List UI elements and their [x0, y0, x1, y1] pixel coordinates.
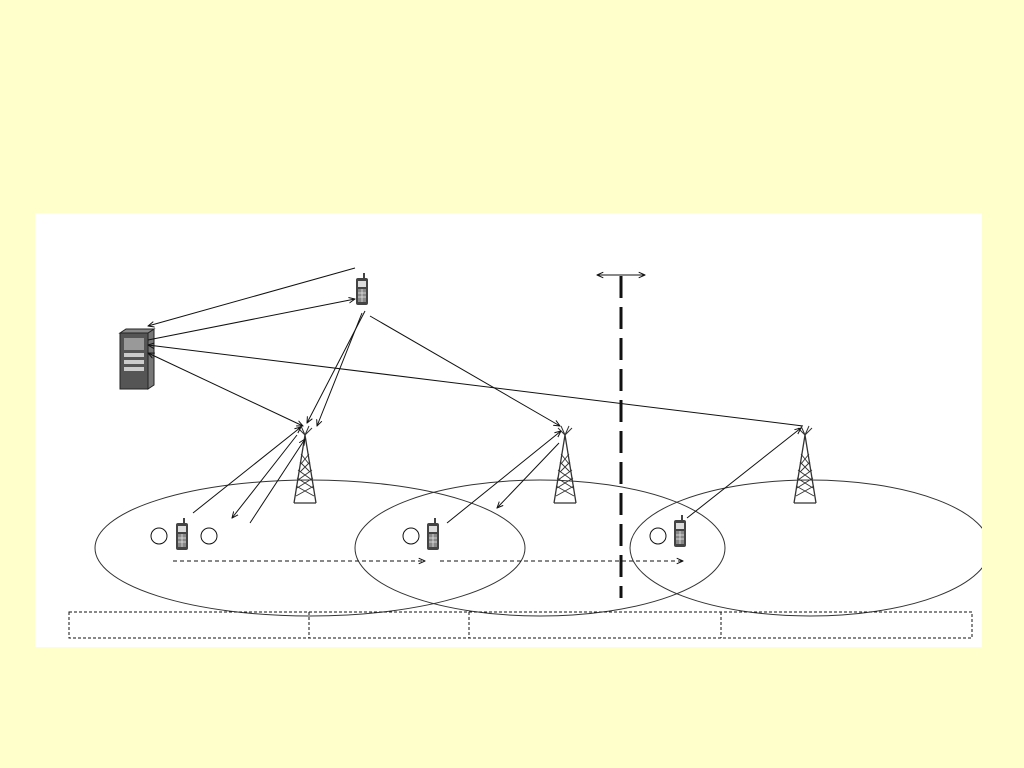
register-e-arrow [687, 428, 801, 518]
mobile-phone-pos4-icon [674, 515, 686, 547]
cell-c-query-arrow [317, 313, 362, 426]
in-ra2-arrow [148, 345, 803, 426]
step-2-marker [201, 528, 217, 544]
step-4-marker [650, 528, 666, 544]
diagram-svg [35, 213, 982, 647]
cell-c-coverage [95, 480, 525, 616]
step-1-marker [151, 528, 167, 544]
cell-e-coverage [630, 480, 982, 616]
hlr-server-icon [120, 329, 154, 389]
basestation-c-tower-icon [294, 426, 316, 503]
in-ra1-reply-arrow [148, 299, 355, 340]
slide-title [0, 58, 1024, 128]
basestation-d-tower-icon [554, 426, 576, 503]
page-c-arrow [232, 435, 297, 518]
bottom-decoration-bar [0, 758, 1024, 768]
basestation-e-tower-icon [794, 426, 816, 503]
top-decoration-bar [0, 8, 1024, 48]
here-arrow [250, 439, 305, 523]
where-is-arrow [148, 268, 355, 326]
cell-d-coverage [355, 480, 725, 616]
mobile-phone-pos3-icon [427, 518, 439, 550]
step-3-marker [403, 528, 419, 544]
location-management-diagram [35, 213, 982, 647]
register-d-arrow [447, 431, 561, 523]
is-in-cell-arrow [370, 316, 560, 426]
mobile-phone-pos1-icon [176, 518, 188, 550]
in-ra1-to-bs-arrow [148, 353, 303, 426]
caller-phone-icon [356, 273, 368, 305]
